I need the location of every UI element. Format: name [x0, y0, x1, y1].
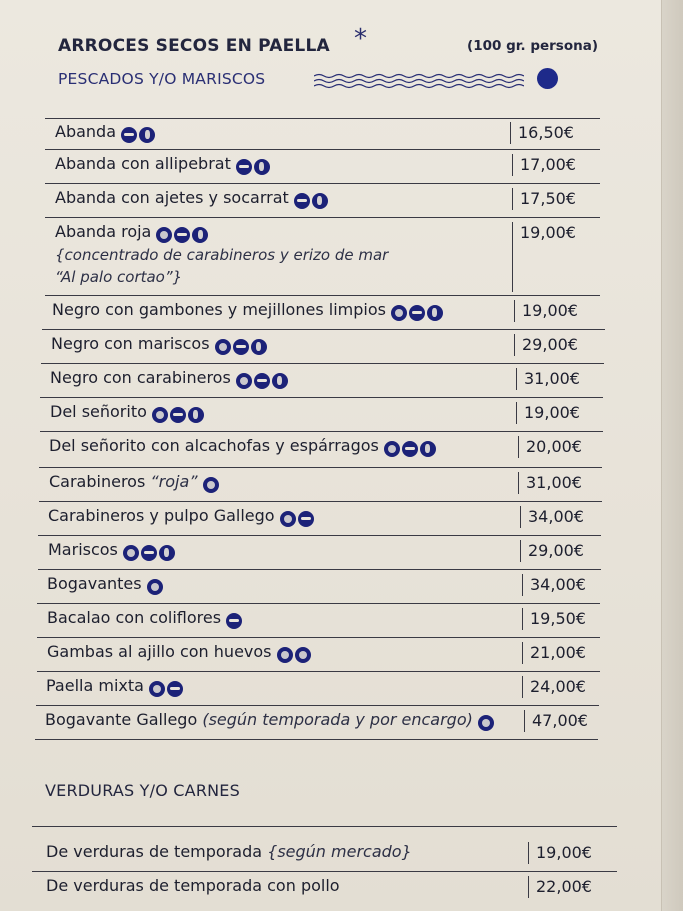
menu-item-name	[46, 876, 340, 895]
allergen-icons	[277, 644, 313, 663]
allergen-icons	[294, 190, 330, 209]
allergen-icons	[147, 576, 165, 595]
allergen-icons	[236, 370, 290, 389]
menu-item-name	[48, 506, 316, 527]
menu-item-name	[47, 574, 165, 595]
menu-item-note: “Al palo cortao”}	[55, 268, 183, 286]
shellfish-icon	[427, 305, 443, 321]
menu-item-name	[52, 300, 445, 321]
header	[58, 24, 598, 62]
menu-item-price: 31,00€	[518, 472, 582, 494]
allergen-icons	[236, 156, 272, 175]
fish-icon	[152, 407, 168, 423]
menu-item-row	[36, 672, 599, 706]
menu-item-name	[48, 540, 177, 561]
menu-item-row	[37, 638, 600, 672]
waves-icon	[314, 72, 524, 90]
menu-item-name	[55, 154, 272, 175]
menu-item-label: Bogavantes	[47, 574, 142, 593]
fish-icon	[295, 647, 311, 663]
menu-item-row	[32, 838, 617, 872]
fish-icon	[391, 305, 407, 321]
allergen-icons	[121, 124, 157, 143]
crustacean-icon	[174, 227, 190, 243]
menu-item-label: Negro con gambones y mejillones limpios	[52, 300, 386, 319]
allergen-icons	[203, 474, 221, 493]
menu-item-price: 29,00€	[520, 540, 584, 562]
shellfish-icon	[192, 227, 208, 243]
menu-item-price: 31,00€	[516, 368, 580, 390]
menu-item-price: 19,00€	[512, 222, 576, 292]
menu-item-row	[38, 502, 601, 536]
page-edge	[661, 0, 683, 911]
menu-item-label: De verduras de temporada	[46, 842, 263, 861]
menu-item-label: Carabineros	[49, 472, 146, 491]
fish-icon	[149, 681, 165, 697]
section-dot-icon	[537, 68, 558, 89]
menu-item-name	[55, 222, 210, 243]
menu-item-row	[35, 706, 598, 740]
menu-item-label: Negro con mariscos	[51, 334, 210, 353]
fish-icon	[236, 373, 252, 389]
menu-item-label: Abanda roja	[55, 222, 152, 241]
menu-item-name	[51, 334, 269, 355]
menu-item-price: 21,00€	[522, 642, 586, 664]
menu-item-price: 17,50€	[512, 188, 576, 210]
menu-item-price: 19,00€	[514, 300, 578, 322]
menu-item-name	[46, 842, 412, 861]
menu-item-row	[32, 872, 617, 906]
menu-item-label: Del señorito	[50, 402, 147, 421]
menu-item-name	[46, 676, 185, 697]
menu-item-row	[45, 150, 600, 184]
menu-item-label: Bogavante Gallego	[45, 710, 198, 729]
menu-item-note: (según temporada y por encargo)	[202, 710, 473, 729]
menu-item-row	[37, 570, 600, 604]
menu-item-name	[55, 188, 330, 209]
section-title-seafood: PESCADOS Y/O MARISCOS	[58, 70, 266, 88]
menu-item-name	[50, 368, 290, 389]
allergen-icons	[152, 404, 206, 423]
menu-item-name	[45, 710, 496, 731]
menu-item-name	[49, 436, 438, 457]
menu-item-price: 34,00€	[522, 574, 586, 596]
menu-item-row	[45, 118, 600, 150]
menu-item-row	[45, 218, 600, 296]
fish-icon	[277, 647, 293, 663]
menu-item-price: 34,00€	[520, 506, 584, 528]
menu-item-row	[40, 398, 603, 432]
fish-icon	[156, 227, 172, 243]
menu-item-label: Bacalao con coliflores	[47, 608, 222, 627]
table-top-rule	[32, 826, 617, 827]
allergen-icons	[156, 224, 210, 243]
menu-item-name	[55, 122, 157, 143]
menu-item-price: 16,50€	[510, 122, 574, 144]
crustacean-icon	[409, 305, 425, 321]
crustacean-icon	[236, 159, 252, 175]
portion-note: (100 gr. persona)	[467, 38, 598, 54]
menu-item-price: 19,50€	[522, 608, 586, 630]
allergen-icons	[384, 438, 438, 457]
page-title: ARROCES SECOS EN PAELLA	[58, 36, 330, 56]
menu-item-label: Carabineros y pulpo Gallego	[48, 506, 275, 525]
shellfish-icon	[251, 339, 267, 355]
crustacean-icon	[298, 511, 314, 527]
menu-item-row	[39, 432, 602, 468]
menu-item-row	[45, 184, 600, 218]
menu-item-row	[42, 296, 605, 330]
menu-item-price: 20,00€	[518, 436, 582, 458]
menu-item-price: 19,00€	[528, 842, 592, 864]
menu-item-name	[47, 642, 313, 663]
asterisk-mark: *	[354, 24, 367, 54]
menu-item-row	[38, 536, 601, 570]
allergen-icons	[149, 678, 185, 697]
shellfish-icon	[312, 193, 328, 209]
menu-item-price: 17,00€	[512, 154, 576, 176]
shellfish-icon	[272, 373, 288, 389]
menu-item-label: Negro con carabineros	[50, 368, 231, 387]
shellfish-icon	[139, 127, 155, 143]
allergen-icons	[215, 336, 269, 355]
crustacean-icon	[294, 193, 310, 209]
crustacean-icon	[170, 407, 186, 423]
allergen-icons	[391, 302, 445, 321]
menu-item-note: “roja”	[150, 472, 198, 491]
menu-item-label: Mariscos	[48, 540, 118, 559]
allergen-icons	[280, 508, 316, 527]
fish-icon	[384, 441, 400, 457]
menu-item-price: 24,00€	[522, 676, 586, 698]
menu-item-price: 22,00€	[528, 876, 592, 898]
menu-item-label: Abanda con ajetes y socarrat	[55, 188, 289, 207]
fish-icon	[280, 511, 296, 527]
menu-item-row	[39, 468, 602, 502]
menu-item-price: 19,00€	[516, 402, 580, 424]
menu-item-label: Abanda con allipebrat	[55, 154, 231, 173]
menu-item-name	[50, 402, 206, 423]
fish-icon	[203, 477, 219, 493]
menu-item-row	[41, 330, 604, 364]
menu-item-note: {según mercado}	[267, 842, 412, 861]
menu-item-price: 29,00€	[514, 334, 578, 356]
menu-item-label: Paella mixta	[46, 676, 144, 695]
shellfish-icon	[254, 159, 270, 175]
fish-icon	[215, 339, 231, 355]
crustacean-icon	[233, 339, 249, 355]
crustacean-icon	[402, 441, 418, 457]
menu-item-row	[40, 364, 603, 398]
menu-item-price: 47,00€	[524, 710, 588, 732]
menu-item-name	[49, 472, 221, 493]
allergen-icons	[226, 610, 244, 629]
menu-item-name	[47, 608, 244, 629]
menu-item-label: De verduras de temporada con pollo	[46, 876, 340, 895]
menu-item-row	[37, 604, 600, 638]
crustacean-icon	[141, 545, 157, 561]
crustacean-icon	[121, 127, 137, 143]
menu-item-label: Gambas al ajillo con huevos	[47, 642, 272, 661]
allergen-icons	[123, 542, 177, 561]
menu-item-label: Del señorito con alcachofas y espárragos	[49, 436, 379, 455]
shellfish-icon	[188, 407, 204, 423]
fish-icon	[123, 545, 139, 561]
shellfish-icon	[159, 545, 175, 561]
crustacean-icon	[167, 681, 183, 697]
allergen-icons	[478, 712, 496, 731]
section-title-veg: VERDURAS Y/O CARNES	[45, 781, 240, 800]
fish-icon	[147, 579, 163, 595]
shellfish-icon	[420, 441, 436, 457]
menu-item-label: Abanda	[55, 122, 117, 141]
crustacean-icon	[254, 373, 270, 389]
crustacean-icon	[226, 613, 242, 629]
menu-item-note: {concentrado de carabineros y erizo de mar	[55, 246, 389, 264]
fish-icon	[478, 715, 494, 731]
